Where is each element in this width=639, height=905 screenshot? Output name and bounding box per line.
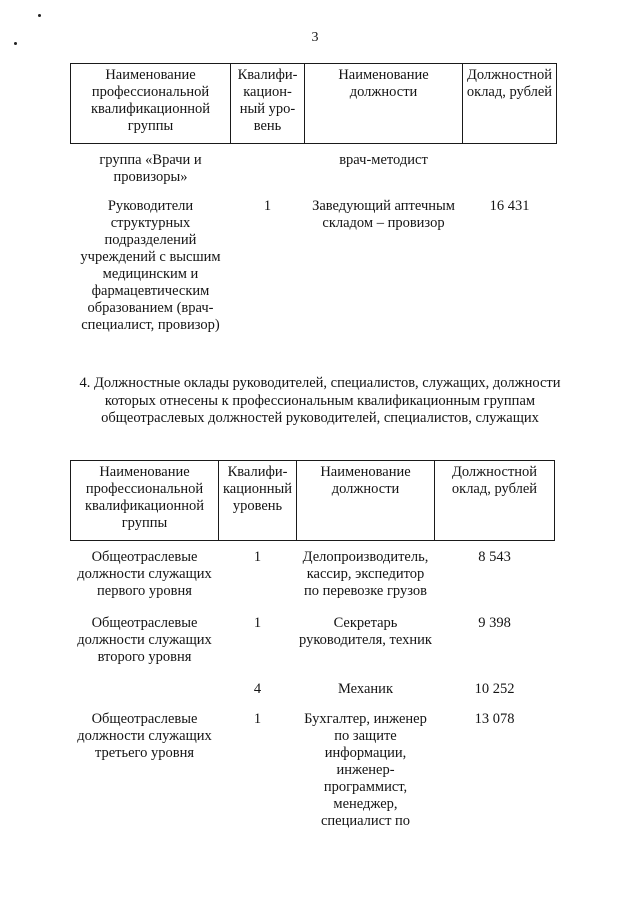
- cell-position: Делопроизводитель, кассир, экспедитор по перевозке грузов: [302, 549, 429, 599]
- cell-group: Руководители структурных подразделений учреждений с высшим медицинским и фармацевтическим образованием (врач-специалист, провизор): [80, 197, 221, 333]
- cell-position: Секретарь руководителя, техник: [299, 614, 432, 648]
- cell-level: [231, 144, 305, 188]
- header-position: Наименование должности: [305, 64, 463, 144]
- cell-level: 1: [253, 710, 262, 727]
- cell-group: Общеотраслевые должности служащих третьего уровня: [77, 710, 212, 761]
- scan-speck: [14, 42, 17, 45]
- page-number: 3: [311, 30, 319, 45]
- cell-salary: 8 543: [478, 549, 511, 565]
- cell-level: 1: [253, 549, 262, 565]
- table-header-row: [71, 461, 555, 541]
- table-row: [71, 607, 555, 673]
- cell-position: Заведующий аптечным складом – провизор: [312, 197, 455, 231]
- table-row: [71, 541, 555, 607]
- table-row: [71, 188, 557, 334]
- table-row: [71, 673, 555, 701]
- salary-table-general: [70, 460, 555, 830]
- cell-salary: 10 252: [474, 680, 515, 697]
- header-salary: Должностной оклад, рублей: [463, 64, 557, 144]
- header-group: Наименование профессиональной квалификационной группы: [71, 64, 231, 144]
- cell-level: 1: [263, 197, 272, 214]
- cell-group: [71, 673, 219, 701]
- cell-salary: 9 398: [478, 614, 511, 631]
- cell-position: Механик: [337, 680, 393, 697]
- header-salary: Должностной оклад, рублей: [435, 461, 555, 541]
- scan-speck: [38, 14, 41, 17]
- section-heading: 4. Должностные оклады руководителей, специалистов, служащих, должности которых отнесены к профессиональным квалификационным группам общеотраслевых должностей руководителей, специалистов, служащих: [79, 375, 561, 426]
- cell-group: Общеотраслевые должности служащих второго уровня: [77, 614, 212, 665]
- header-level: Квалифи-кацион-ный уро-вень: [231, 64, 305, 144]
- cell-position: врач-методист: [339, 152, 428, 168]
- header-position: Наименование должности: [297, 461, 435, 541]
- cell-level: 1: [253, 614, 262, 631]
- cell-salary: 13 078: [474, 710, 515, 727]
- salary-table-medical: [70, 63, 557, 334]
- cell-group: группа «Врачи и провизоры»: [99, 152, 202, 185]
- table-header-row: [71, 64, 557, 144]
- table-row: [71, 144, 557, 188]
- cell-level: 4: [253, 680, 262, 697]
- header-level: Квалифи-кационный уровень: [219, 461, 297, 541]
- cell-group: Общеотраслевые должности служащих первого уровня: [77, 549, 212, 599]
- header-group: Наименование профессиональной квалификационной группы: [71, 461, 219, 541]
- cell-salary: [463, 144, 557, 188]
- cell-salary: 16 431: [489, 197, 530, 214]
- cell-position: Бухгалтер, инженер по защите информации, инженер-программист, менеджер, специалист по: [304, 710, 427, 829]
- table-row: [71, 701, 555, 830]
